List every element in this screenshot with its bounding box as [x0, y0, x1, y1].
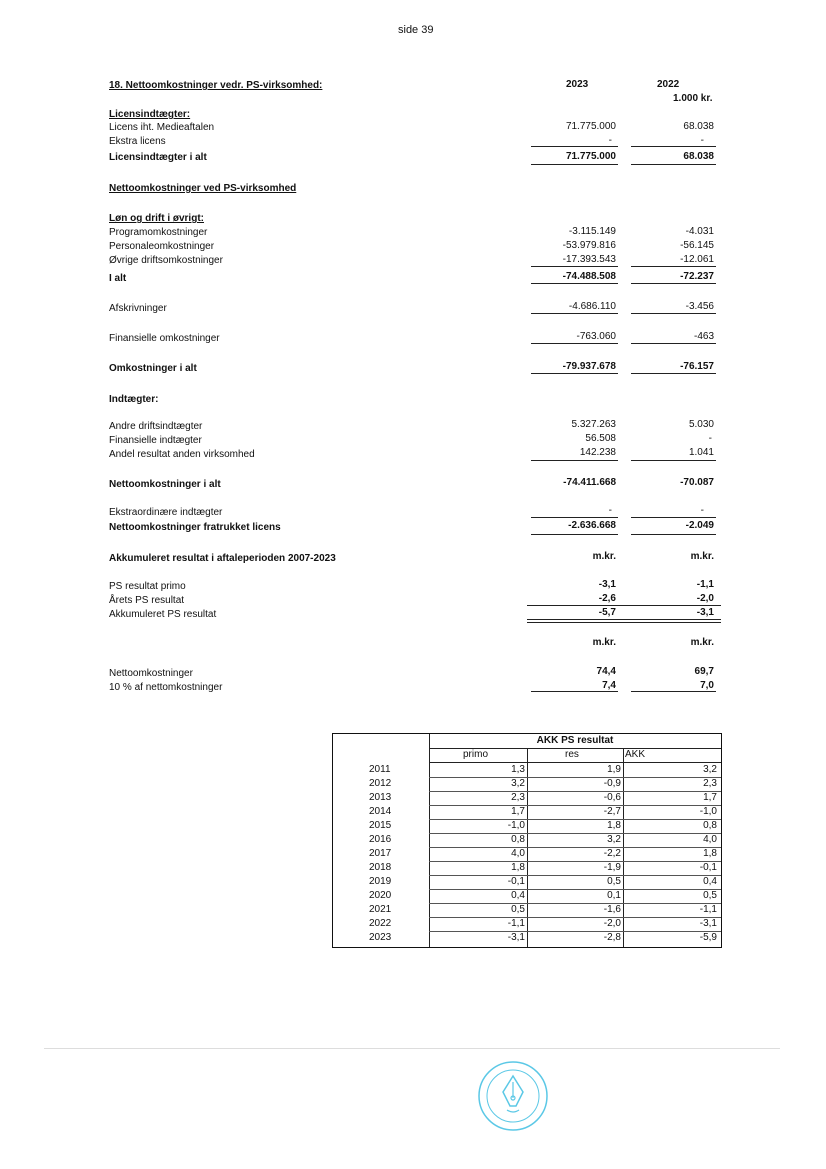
table-cell-primo: 3,2 — [511, 778, 525, 789]
rule — [631, 460, 716, 461]
page-number: side 39 — [398, 24, 434, 36]
table-cell-res: 3,2 — [607, 834, 621, 845]
table-cell-primo: -0,1 — [507, 876, 525, 887]
table-cell-year: 2020 — [369, 890, 392, 901]
finansielle-omk-2023: -763.060 — [576, 331, 616, 342]
rule — [631, 373, 716, 374]
omk-i-alt-2022: -76.157 — [680, 361, 714, 372]
table-gridline — [429, 762, 721, 763]
table-cell-akk: -0,1 — [699, 862, 717, 873]
loen-row-label: Personaleomkostninger — [109, 241, 215, 252]
akkumuleret-row-2022: -1,1 — [696, 579, 714, 590]
indtaegter-row-label: Andre driftsindtægter — [109, 421, 203, 432]
indtaegter-row-2022: 5.030 — [688, 419, 714, 430]
nettoomk-row-2023: 74,4 — [596, 666, 616, 677]
table-header-akk: AKK — [625, 749, 646, 760]
rule — [531, 146, 618, 147]
table-cell-year: 2023 — [369, 932, 392, 943]
notary-seal-icon — [477, 1060, 549, 1132]
nettoomk-row-2022: 69,7 — [694, 666, 714, 677]
table-cell-primo: -1,0 — [507, 820, 525, 831]
rule — [631, 343, 716, 344]
table-title: AKK PS resultat — [536, 735, 614, 746]
table-cell-primo: 0,5 — [511, 904, 525, 915]
licens-total-2023: 71.775.000 — [565, 151, 616, 162]
akkumuleret-unit-2023: m.kr. — [592, 551, 616, 562]
netto-i-alt-2022: -70.087 — [680, 477, 714, 488]
akkumuleret-heading: Akkumuleret resultat i aftaleperioden 2007-2023 — [109, 553, 336, 564]
table-cell-year: 2016 — [369, 834, 392, 845]
akkumuleret-row-label: Akkumuleret PS resultat — [109, 609, 217, 620]
akkumuleret-row-2023: -5,7 — [598, 607, 616, 618]
netto-fratrukket-2022: -2.049 — [685, 520, 714, 531]
table-cell-akk: 2,3 — [703, 778, 717, 789]
table-cell-year: 2013 — [369, 792, 392, 803]
ekstra-2022: - — [700, 505, 704, 516]
rule — [631, 164, 716, 165]
table-cell-primo: 4,0 — [511, 848, 525, 859]
loen-heading: Løn og drift i øvrigt: — [109, 213, 204, 224]
table-cell-akk: 0,4 — [703, 876, 717, 887]
akkumuleret-unit-2022: m.kr. — [690, 551, 714, 562]
rule — [631, 283, 716, 284]
loen-row-2023: -3.115.149 — [568, 226, 616, 237]
table-cell-year: 2018 — [369, 862, 392, 873]
loen-row-label: Programomkostninger — [109, 227, 208, 238]
table-cell-res: 1,9 — [607, 764, 621, 775]
netto-i-alt-label: Nettoomkostninger i alt — [109, 479, 221, 490]
rule — [631, 517, 716, 518]
rule — [631, 313, 716, 314]
table-cell-akk: 1,7 — [703, 792, 717, 803]
afskrivninger-2022: -3.456 — [685, 301, 714, 312]
netto-fratrukket-label: Nettoomkostninger fratrukket licens — [109, 522, 281, 533]
akkumuleret-row-2023: -3,1 — [598, 579, 616, 590]
licens-row-2023: 71.775.000 — [565, 121, 616, 132]
rule — [531, 373, 618, 374]
table-cell-akk: 1,8 — [703, 848, 717, 859]
afskrivninger-2023: -4.686.110 — [568, 301, 616, 312]
finansielle-omk-2022: -463 — [693, 331, 714, 342]
rule — [631, 691, 716, 692]
licens-heading: Licensindtægter: — [109, 109, 191, 120]
licens-total-2022: 68.038 — [683, 151, 714, 162]
rule — [631, 534, 716, 535]
indtaegter-heading: Indtægter: — [109, 394, 159, 405]
licens-row-2022: 68.038 — [683, 121, 714, 132]
indtaegter-row-2022: - — [708, 433, 712, 444]
indtaegter-row-2022: 1.041 — [688, 447, 714, 458]
akkumuleret-row-2022: -3,1 — [696, 607, 714, 618]
table-cell-res: -1,6 — [603, 904, 621, 915]
indtaegter-row-2023: 56.508 — [585, 433, 616, 444]
table-cell-res: 0,1 — [607, 890, 621, 901]
table-cell-akk: -5,9 — [699, 932, 717, 943]
loen-row-2023: -53.979.816 — [562, 240, 616, 251]
netto-i-alt-2023: -74.411.668 — [563, 477, 616, 488]
indtaegter-row-2023: 142.238 — [579, 447, 616, 458]
unit-label: 1.000 kr. — [673, 93, 713, 104]
loen-row-2022: -12.061 — [680, 254, 714, 265]
table-cell-primo: 0,4 — [511, 890, 525, 901]
finansielle-omk-label: Finansielle omkostninger — [109, 333, 220, 344]
table-cell-primo: 1,8 — [511, 862, 525, 873]
rule — [531, 164, 618, 165]
table-cell-akk: -3,1 — [699, 918, 717, 929]
rule — [527, 605, 721, 606]
table-cell-primo: -3,1 — [507, 932, 525, 943]
table-cell-year: 2021 — [369, 904, 392, 915]
table-cell-akk: 0,8 — [703, 820, 717, 831]
licens-row-2023: - — [608, 135, 612, 146]
akkumuleret-row-label: Årets PS resultat — [109, 595, 185, 606]
loen-row-2023: -17.393.543 — [562, 254, 616, 265]
nettoomk-row-label: 10 % af nettomkostninger — [109, 682, 223, 693]
table-cell-primo: 2,3 — [511, 792, 525, 803]
table-cell-year: 2019 — [369, 876, 392, 887]
loen-total-2022: -72.237 — [680, 271, 714, 282]
table-cell-year: 2015 — [369, 820, 392, 831]
col-header-2022: 2022 — [657, 79, 680, 90]
omk-i-alt-label: Omkostninger i alt — [109, 363, 197, 374]
table-cell-year: 2017 — [369, 848, 392, 859]
licens-row-label: Ekstra licens — [109, 136, 166, 147]
akk-ps-table — [332, 733, 722, 948]
table-cell-akk: -1,1 — [699, 904, 717, 915]
section-title: 18. Nettoomkostninger vedr. PS-virksomhed: — [109, 80, 323, 91]
loen-total-label: I alt — [109, 273, 127, 284]
table-cell-res: -2,0 — [603, 918, 621, 929]
table-cell-year: 2011 — [369, 764, 391, 775]
ekstra-label: Ekstraordinære indtægter — [109, 507, 223, 518]
indtaegter-row-2023: 5.327.263 — [571, 419, 616, 430]
nettoomk-unit-2023: m.kr. — [592, 637, 616, 648]
table-cell-primo: -1,1 — [507, 918, 525, 929]
licens-total-label: Licensindtægter i alt — [109, 152, 207, 163]
table-cell-akk: 0,5 — [703, 890, 717, 901]
table-cell-res: -2,7 — [603, 806, 621, 817]
akkumuleret-row-2022: -2,0 — [696, 593, 714, 604]
licens-row-label: Licens iht. Medieaftalen — [109, 122, 215, 133]
table-cell-year: 2012 — [369, 778, 392, 789]
nettoomk-row-2022: 7,0 — [700, 680, 714, 691]
loen-row-2022: -56.145 — [680, 240, 714, 251]
col-header-2023: 2023 — [566, 79, 589, 90]
table-cell-year: 2022 — [369, 918, 392, 929]
indtaegter-row-label: Andel resultat anden virksomhed — [109, 449, 255, 460]
nettoomk-row-label: Nettoomkostninger — [109, 668, 193, 679]
rule — [631, 266, 716, 267]
licens-row-2022: - — [700, 135, 704, 146]
table-cell-res: -1,9 — [603, 862, 621, 873]
footer-rule — [44, 1048, 780, 1049]
table-cell-akk: -1,0 — [699, 806, 717, 817]
table-cell-res: -2,8 — [603, 932, 621, 943]
rule — [531, 283, 618, 284]
rule — [531, 343, 618, 344]
ekstra-2023: - — [608, 505, 612, 516]
netto-heading: Nettoomkostninger ved PS-virksomhed — [109, 183, 297, 194]
loen-total-2023: -74.488.508 — [562, 271, 616, 282]
table-cell-akk: 4,0 — [703, 834, 717, 845]
table-cell-year: 2014 — [369, 806, 392, 817]
rule — [531, 517, 618, 518]
rule — [531, 460, 618, 461]
table-cell-res: 0,5 — [607, 876, 621, 887]
table-header-res: res — [565, 749, 579, 760]
akkumuleret-row-label: PS resultat primo — [109, 581, 186, 592]
table-cell-primo: 1,3 — [511, 764, 525, 775]
table-cell-res: -0,9 — [603, 778, 621, 789]
indtaegter-row-label: Finansielle indtægter — [109, 435, 202, 446]
omk-i-alt-2023: -79.937.678 — [562, 361, 616, 372]
rule — [631, 146, 716, 147]
rule — [531, 534, 618, 535]
table-cell-res: -2,2 — [603, 848, 621, 859]
table-cell-primo: 0,8 — [511, 834, 525, 845]
table-header-primo: primo — [463, 749, 489, 760]
nettoomk-row-2023: 7,4 — [602, 680, 616, 691]
rule — [531, 266, 618, 267]
table-cell-res: -0,6 — [603, 792, 621, 803]
table-cell-akk: 3,2 — [703, 764, 717, 775]
netto-fratrukket-2023: -2.636.668 — [568, 520, 616, 531]
loen-row-2022: -4.031 — [685, 226, 714, 237]
rule — [531, 691, 618, 692]
rule — [531, 313, 618, 314]
loen-row-label: Øvrige driftsomkostninger — [109, 255, 223, 266]
double-rule — [527, 619, 721, 623]
nettoomk-unit-2022: m.kr. — [690, 637, 714, 648]
akkumuleret-row-2023: -2,6 — [598, 593, 616, 604]
table-cell-primo: 1,7 — [511, 806, 525, 817]
afskrivninger-label: Afskrivninger — [109, 303, 167, 314]
table-cell-res: 1,8 — [607, 820, 621, 831]
